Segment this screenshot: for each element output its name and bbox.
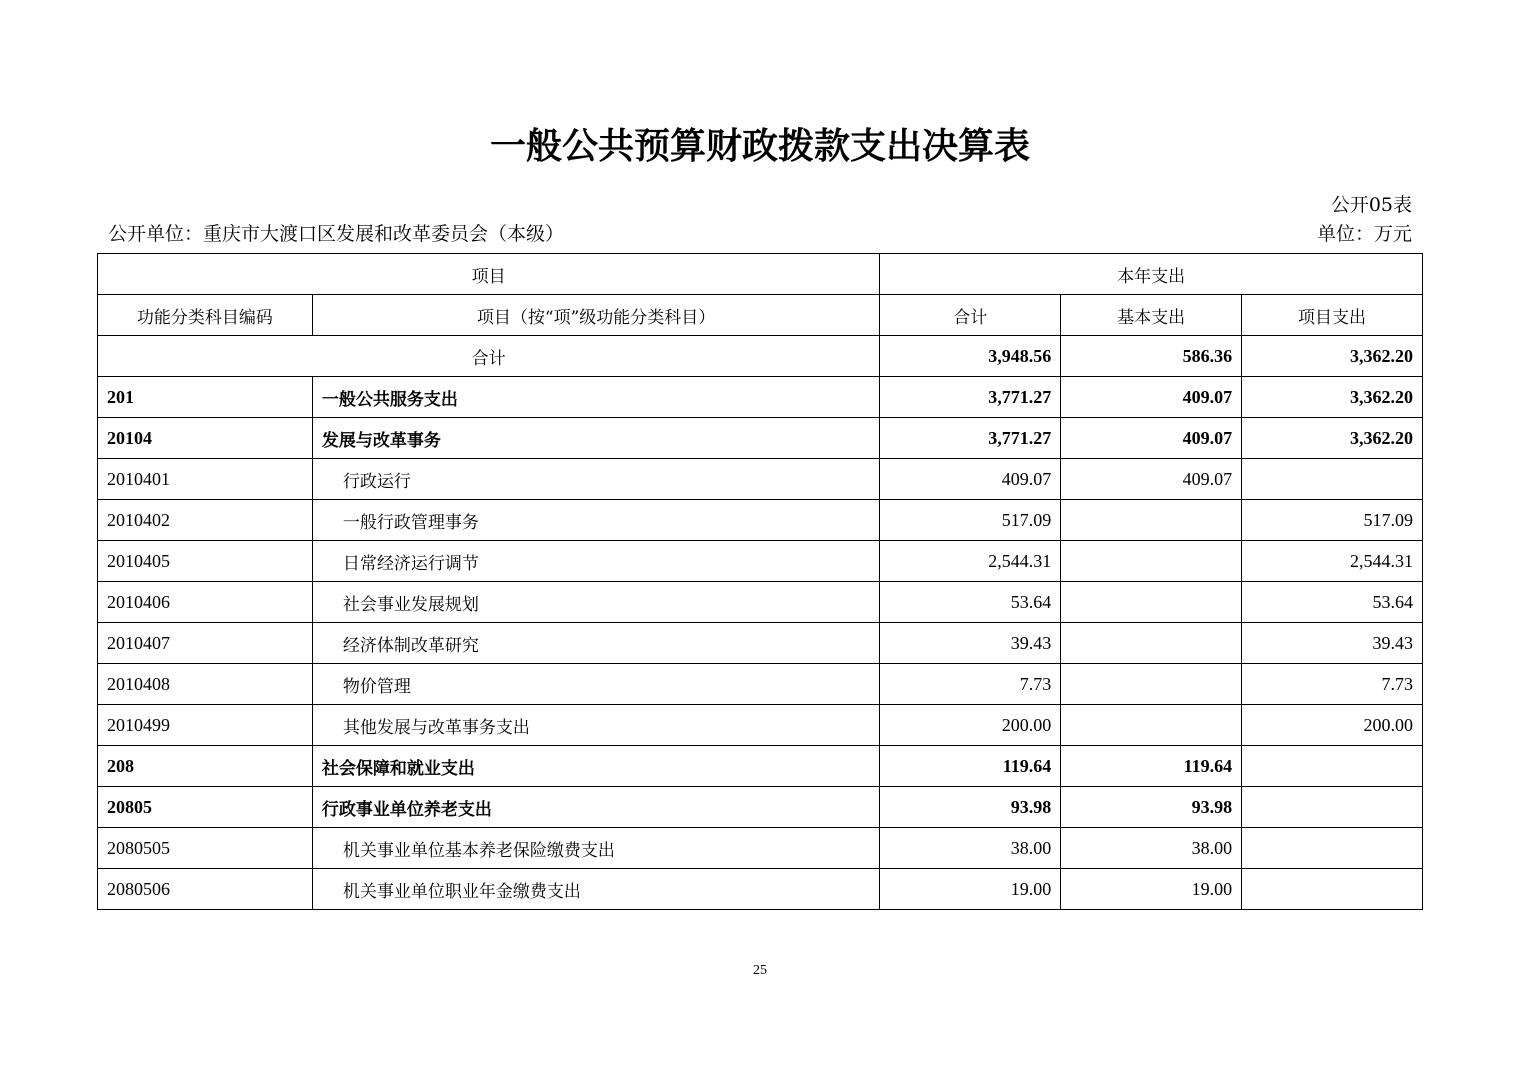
cell-name: 经济体制改革研究 xyxy=(312,623,879,664)
cell-total: 93.98 xyxy=(880,787,1061,828)
cell-project: 3,362.20 xyxy=(1242,418,1423,459)
table-row xyxy=(98,664,1423,705)
cell-total: 119.64 xyxy=(880,746,1061,787)
table-row xyxy=(98,705,1423,746)
cell-basic xyxy=(1061,500,1242,541)
cell-basic xyxy=(1061,664,1242,705)
cell-code: 2010401 xyxy=(98,459,313,500)
cell-code: 201 xyxy=(98,377,313,418)
cell-project: 3,362.20 xyxy=(1242,377,1423,418)
cell-total: 39.43 xyxy=(880,623,1061,664)
cell-total: 53.64 xyxy=(880,582,1061,623)
cell-basic: 409.07 xyxy=(1061,459,1242,500)
cell-basic: 409.07 xyxy=(1061,418,1242,459)
cell-code: 2010406 xyxy=(98,582,313,623)
cell-code: 2010408 xyxy=(98,664,313,705)
cell-total: 38.00 xyxy=(880,828,1061,869)
cell-total: 3,771.27 xyxy=(880,418,1061,459)
table-row xyxy=(98,459,1423,500)
table-row xyxy=(98,582,1423,623)
table-row xyxy=(98,787,1423,828)
cell-total: 19.00 xyxy=(880,869,1061,910)
cell-name: 物价管理 xyxy=(312,664,879,705)
cell-project: 517.09 xyxy=(1242,500,1423,541)
cell-name: 机关事业单位职业年金缴费支出 xyxy=(312,869,879,910)
cell-code: 208 xyxy=(98,746,313,787)
total-label: 合计 xyxy=(98,336,880,377)
cell-name: 一般公共服务支出 xyxy=(312,377,879,418)
header-project: 项目支出 xyxy=(1242,295,1423,336)
header-item: 项目 xyxy=(98,254,880,295)
cell-code: 2080506 xyxy=(98,869,313,910)
cell-project xyxy=(1242,869,1423,910)
table-row xyxy=(98,500,1423,541)
cell-project: 2,544.31 xyxy=(1242,541,1423,582)
cell-total: 3,771.27 xyxy=(880,377,1061,418)
cell-basic: 19.00 xyxy=(1061,869,1242,910)
cell-total: 7.73 xyxy=(880,664,1061,705)
cell-project: 7.73 xyxy=(1242,664,1423,705)
cell-basic xyxy=(1061,623,1242,664)
cell-basic: 119.64 xyxy=(1061,746,1242,787)
cell-name: 机关事业单位基本养老保险缴费支出 xyxy=(312,828,879,869)
cell-basic xyxy=(1061,541,1242,582)
cell-project xyxy=(1242,746,1423,787)
cell-code: 2010499 xyxy=(98,705,313,746)
total-basic: 586.36 xyxy=(1061,336,1242,377)
cell-name: 社会保障和就业支出 xyxy=(312,746,879,787)
cell-code: 20805 xyxy=(98,787,313,828)
cell-basic xyxy=(1061,705,1242,746)
cell-basic: 409.07 xyxy=(1061,377,1242,418)
total-project: 3,362.20 xyxy=(1242,336,1423,377)
cell-name: 社会事业发展规划 xyxy=(312,582,879,623)
cell-basic: 93.98 xyxy=(1061,787,1242,828)
header-row-2 xyxy=(98,295,1423,336)
header-row-1 xyxy=(98,254,1423,295)
page-number: 25 xyxy=(753,963,767,978)
table-row xyxy=(98,541,1423,582)
cell-name: 日常经济运行调节 xyxy=(312,541,879,582)
table-row xyxy=(98,746,1423,787)
cell-name: 行政运行 xyxy=(312,459,879,500)
table-row xyxy=(98,377,1423,418)
unit-label: 单位：万元 xyxy=(1316,223,1412,245)
header-basic: 基本支出 xyxy=(1061,295,1242,336)
cell-total: 2,544.31 xyxy=(880,541,1061,582)
cell-code: 2010407 xyxy=(98,623,313,664)
cell-basic: 38.00 xyxy=(1061,828,1242,869)
cell-total: 517.09 xyxy=(880,500,1061,541)
header-code: 功能分类科目编码 xyxy=(98,295,313,336)
cell-total: 200.00 xyxy=(880,705,1061,746)
cell-code: 2080505 xyxy=(98,828,313,869)
header-total: 合计 xyxy=(880,295,1061,336)
page-title: 一般公共预算财政拨款支出决算表 xyxy=(489,126,1030,167)
cell-code: 2010402 xyxy=(98,500,313,541)
cell-name: 发展与改革事务 xyxy=(312,418,879,459)
total-row xyxy=(98,336,1423,377)
cell-project: 39.43 xyxy=(1242,623,1423,664)
table-row xyxy=(98,869,1423,910)
cell-code: 20104 xyxy=(98,418,313,459)
cell-name: 其他发展与改革事务支出 xyxy=(312,705,879,746)
cell-project: 53.64 xyxy=(1242,582,1423,623)
cell-project xyxy=(1242,787,1423,828)
expenditure-table xyxy=(97,253,1423,910)
header-item-name: 项目（按“项”级功能分类科目） xyxy=(312,295,879,336)
cell-project xyxy=(1242,459,1423,500)
cell-basic xyxy=(1061,582,1242,623)
table-row xyxy=(98,623,1423,664)
form-number: 公开05表 xyxy=(1330,194,1412,216)
organization-label: 公开单位：重庆市大渡口区发展和改革委员会（本级） xyxy=(108,223,565,245)
table-row xyxy=(98,418,1423,459)
cell-project xyxy=(1242,828,1423,869)
cell-name: 一般行政管理事务 xyxy=(312,500,879,541)
cell-project: 200.00 xyxy=(1242,705,1423,746)
table-row xyxy=(98,828,1423,869)
cell-code: 2010405 xyxy=(98,541,313,582)
cell-total: 409.07 xyxy=(880,459,1061,500)
total-total: 3,948.56 xyxy=(880,336,1061,377)
cell-name: 行政事业单位养老支出 xyxy=(312,787,879,828)
header-current-year: 本年支出 xyxy=(880,254,1423,295)
